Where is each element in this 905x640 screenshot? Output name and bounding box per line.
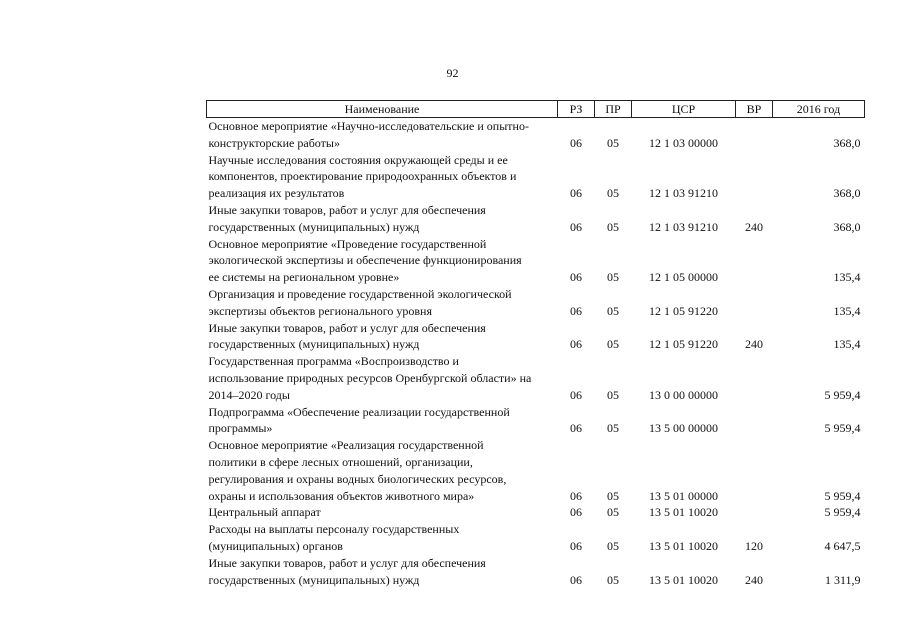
page-number: 92 bbox=[446, 66, 459, 80]
row-vr: 120 bbox=[745, 538, 763, 553]
table-body bbox=[207, 118, 865, 589]
row-pr: 05 bbox=[607, 488, 619, 503]
row-name bbox=[207, 118, 558, 152]
header-pr: ПР bbox=[595, 101, 632, 118]
header-name: Наименование bbox=[207, 101, 558, 118]
table-row bbox=[207, 437, 865, 504]
row-vr bbox=[736, 286, 773, 320]
row-rz: 06 bbox=[570, 135, 582, 150]
row-name bbox=[207, 202, 558, 236]
row-name-line: Иные закупки товаров, работ и услуг для обеспечения bbox=[208, 320, 486, 335]
row-name bbox=[207, 521, 558, 555]
row-csr: 13 5 01 10020 bbox=[649, 505, 718, 520]
row-pr: 05 bbox=[607, 219, 619, 234]
row-name bbox=[207, 353, 558, 403]
table-row bbox=[207, 202, 865, 236]
row-csr: 12 1 05 00000 bbox=[649, 270, 718, 285]
row-rz: 06 bbox=[570, 572, 582, 587]
row-name-line: государственных (муниципальных) нужд bbox=[208, 572, 420, 587]
row-amount: 368,0 bbox=[833, 135, 861, 150]
table-row bbox=[207, 504, 865, 521]
row-name bbox=[207, 404, 558, 438]
row-name-line: Государственная программа «Воспроизводство и bbox=[208, 354, 459, 369]
row-name-line: Основное мероприятие «Научно-исследовательские и опытно- bbox=[208, 119, 529, 133]
row-name-line: Иные закупки товаров, работ и услуг для обеспечения bbox=[208, 202, 486, 217]
row-rz: 06 bbox=[570, 421, 582, 436]
row-amount: 135,4 bbox=[833, 270, 861, 285]
row-csr: 12 1 05 91220 bbox=[649, 337, 718, 352]
header-csr: ЦСР bbox=[632, 101, 736, 118]
row-name-line: Научные исследования состояния окружающей среды и ее bbox=[208, 152, 508, 167]
row-name-line: государственных (муниципальных) нужд bbox=[208, 219, 420, 234]
table-row bbox=[207, 286, 865, 320]
row-csr: 13 5 00 00000 bbox=[649, 421, 718, 436]
row-name-line: использование природных ресурсов Оренбургской области» на bbox=[208, 370, 532, 385]
row-name-line: регулирования и охраны водных биологических ресурсов, bbox=[208, 471, 507, 486]
row-name-line: экспертизы объектов регионального уровня bbox=[208, 303, 432, 318]
row-name bbox=[207, 504, 558, 521]
row-amount: 5 959,4 bbox=[824, 488, 861, 503]
row-name-line: Расходы на выплаты персоналу государственных bbox=[208, 522, 460, 537]
row-name-line: Подпрограмма «Обеспечение реализации государственной bbox=[208, 404, 510, 419]
row-vr bbox=[736, 404, 773, 438]
table-row bbox=[207, 404, 865, 438]
row-name-line: 2014–2020 годы bbox=[208, 387, 290, 402]
header-rz: РЗ bbox=[558, 101, 595, 118]
row-name-line: компонентов, проектирование природоохранных объектов и bbox=[208, 169, 517, 184]
row-amount: 5 959,4 bbox=[824, 421, 861, 436]
header-year: 2016 год bbox=[773, 101, 865, 118]
row-name bbox=[207, 236, 558, 286]
row-vr bbox=[736, 353, 773, 403]
row-vr bbox=[736, 236, 773, 286]
table-row bbox=[207, 320, 865, 354]
row-rz: 06 bbox=[570, 488, 582, 503]
row-csr: 13 5 01 10020 bbox=[649, 572, 718, 587]
row-name bbox=[207, 437, 558, 504]
row-name-line: политики в сфере лесных отношений, организации, bbox=[208, 454, 473, 469]
row-pr: 05 bbox=[607, 387, 619, 402]
table-row bbox=[207, 118, 865, 152]
row-rz: 06 bbox=[570, 219, 582, 234]
row-amount: 1 311,9 bbox=[824, 572, 861, 587]
row-name-line: программы» bbox=[208, 421, 273, 436]
row-name-line: экологической экспертизы и обеспечение функционирования bbox=[208, 253, 522, 268]
row-amount: 368,0 bbox=[833, 186, 861, 201]
table-row bbox=[207, 555, 865, 589]
row-vr: 240 bbox=[745, 337, 763, 352]
row-rz: 06 bbox=[570, 337, 582, 352]
row-name bbox=[207, 555, 558, 589]
row-vr bbox=[736, 504, 773, 521]
row-name-line: (муниципальных) органов bbox=[208, 538, 343, 553]
row-pr: 05 bbox=[607, 337, 619, 352]
row-rz: 06 bbox=[570, 303, 582, 318]
budget-table bbox=[206, 100, 865, 588]
row-csr: 12 1 03 91210 bbox=[649, 186, 718, 201]
row-pr: 05 bbox=[607, 505, 619, 520]
table-header bbox=[207, 101, 865, 118]
row-pr: 05 bbox=[607, 303, 619, 318]
row-vr: 240 bbox=[745, 219, 763, 234]
row-csr: 13 5 01 00000 bbox=[649, 488, 718, 503]
table-row bbox=[207, 521, 865, 555]
row-name-line: реализация их результатов bbox=[208, 186, 345, 201]
row-pr: 05 bbox=[607, 421, 619, 436]
row-name-line: охраны и использования объектов животного мира» bbox=[208, 488, 475, 503]
header-vr: ВР bbox=[736, 101, 773, 118]
row-amount: 5 959,4 bbox=[824, 505, 861, 520]
row-amount: 368,0 bbox=[833, 219, 861, 234]
row-pr: 05 bbox=[607, 538, 619, 553]
row-rz: 06 bbox=[570, 505, 582, 520]
row-vr bbox=[736, 152, 773, 202]
table-row bbox=[207, 236, 865, 286]
row-rz: 06 bbox=[570, 186, 582, 201]
row-amount: 135,4 bbox=[833, 337, 861, 352]
row-name-line: Основное мероприятие «Проведение государственной bbox=[208, 236, 487, 251]
row-rz: 06 bbox=[570, 538, 582, 553]
row-vr bbox=[736, 437, 773, 504]
row-name-line: ее системы на региональном уровне» bbox=[208, 270, 400, 285]
row-csr: 12 1 03 00000 bbox=[649, 135, 718, 150]
row-name-line: Центральный аппарат bbox=[208, 505, 321, 520]
row-csr: 13 0 00 00000 bbox=[649, 387, 718, 402]
row-name-line: Основное мероприятие «Реализация государственной bbox=[208, 438, 484, 453]
table-row bbox=[207, 353, 865, 403]
row-pr: 05 bbox=[607, 572, 619, 587]
row-rz: 06 bbox=[570, 387, 582, 402]
row-pr: 05 bbox=[607, 270, 619, 285]
table-row bbox=[207, 152, 865, 202]
row-name-line: Иные закупки товаров, работ и услуг для обеспечения bbox=[208, 555, 486, 570]
row-vr: 240 bbox=[745, 572, 763, 587]
row-name-line: конструкторские работы» bbox=[208, 135, 340, 150]
row-csr: 13 5 01 10020 bbox=[649, 538, 718, 553]
row-csr: 12 1 03 91210 bbox=[649, 219, 718, 234]
row-name bbox=[207, 152, 558, 202]
row-name-line: Организация и проведение государственной экологической bbox=[208, 286, 512, 301]
row-name-line: государственных (муниципальных) нужд bbox=[208, 337, 420, 352]
row-amount: 4 647,5 bbox=[824, 538, 861, 553]
row-pr: 05 bbox=[607, 186, 619, 201]
row-vr bbox=[736, 118, 773, 152]
row-rz: 06 bbox=[570, 270, 582, 285]
row-csr: 12 1 05 91220 bbox=[649, 303, 718, 318]
row-amount: 5 959,4 bbox=[824, 387, 861, 402]
row-pr: 05 bbox=[607, 135, 619, 150]
row-name bbox=[207, 286, 558, 320]
row-name bbox=[207, 320, 558, 354]
row-amount: 135,4 bbox=[833, 303, 861, 318]
